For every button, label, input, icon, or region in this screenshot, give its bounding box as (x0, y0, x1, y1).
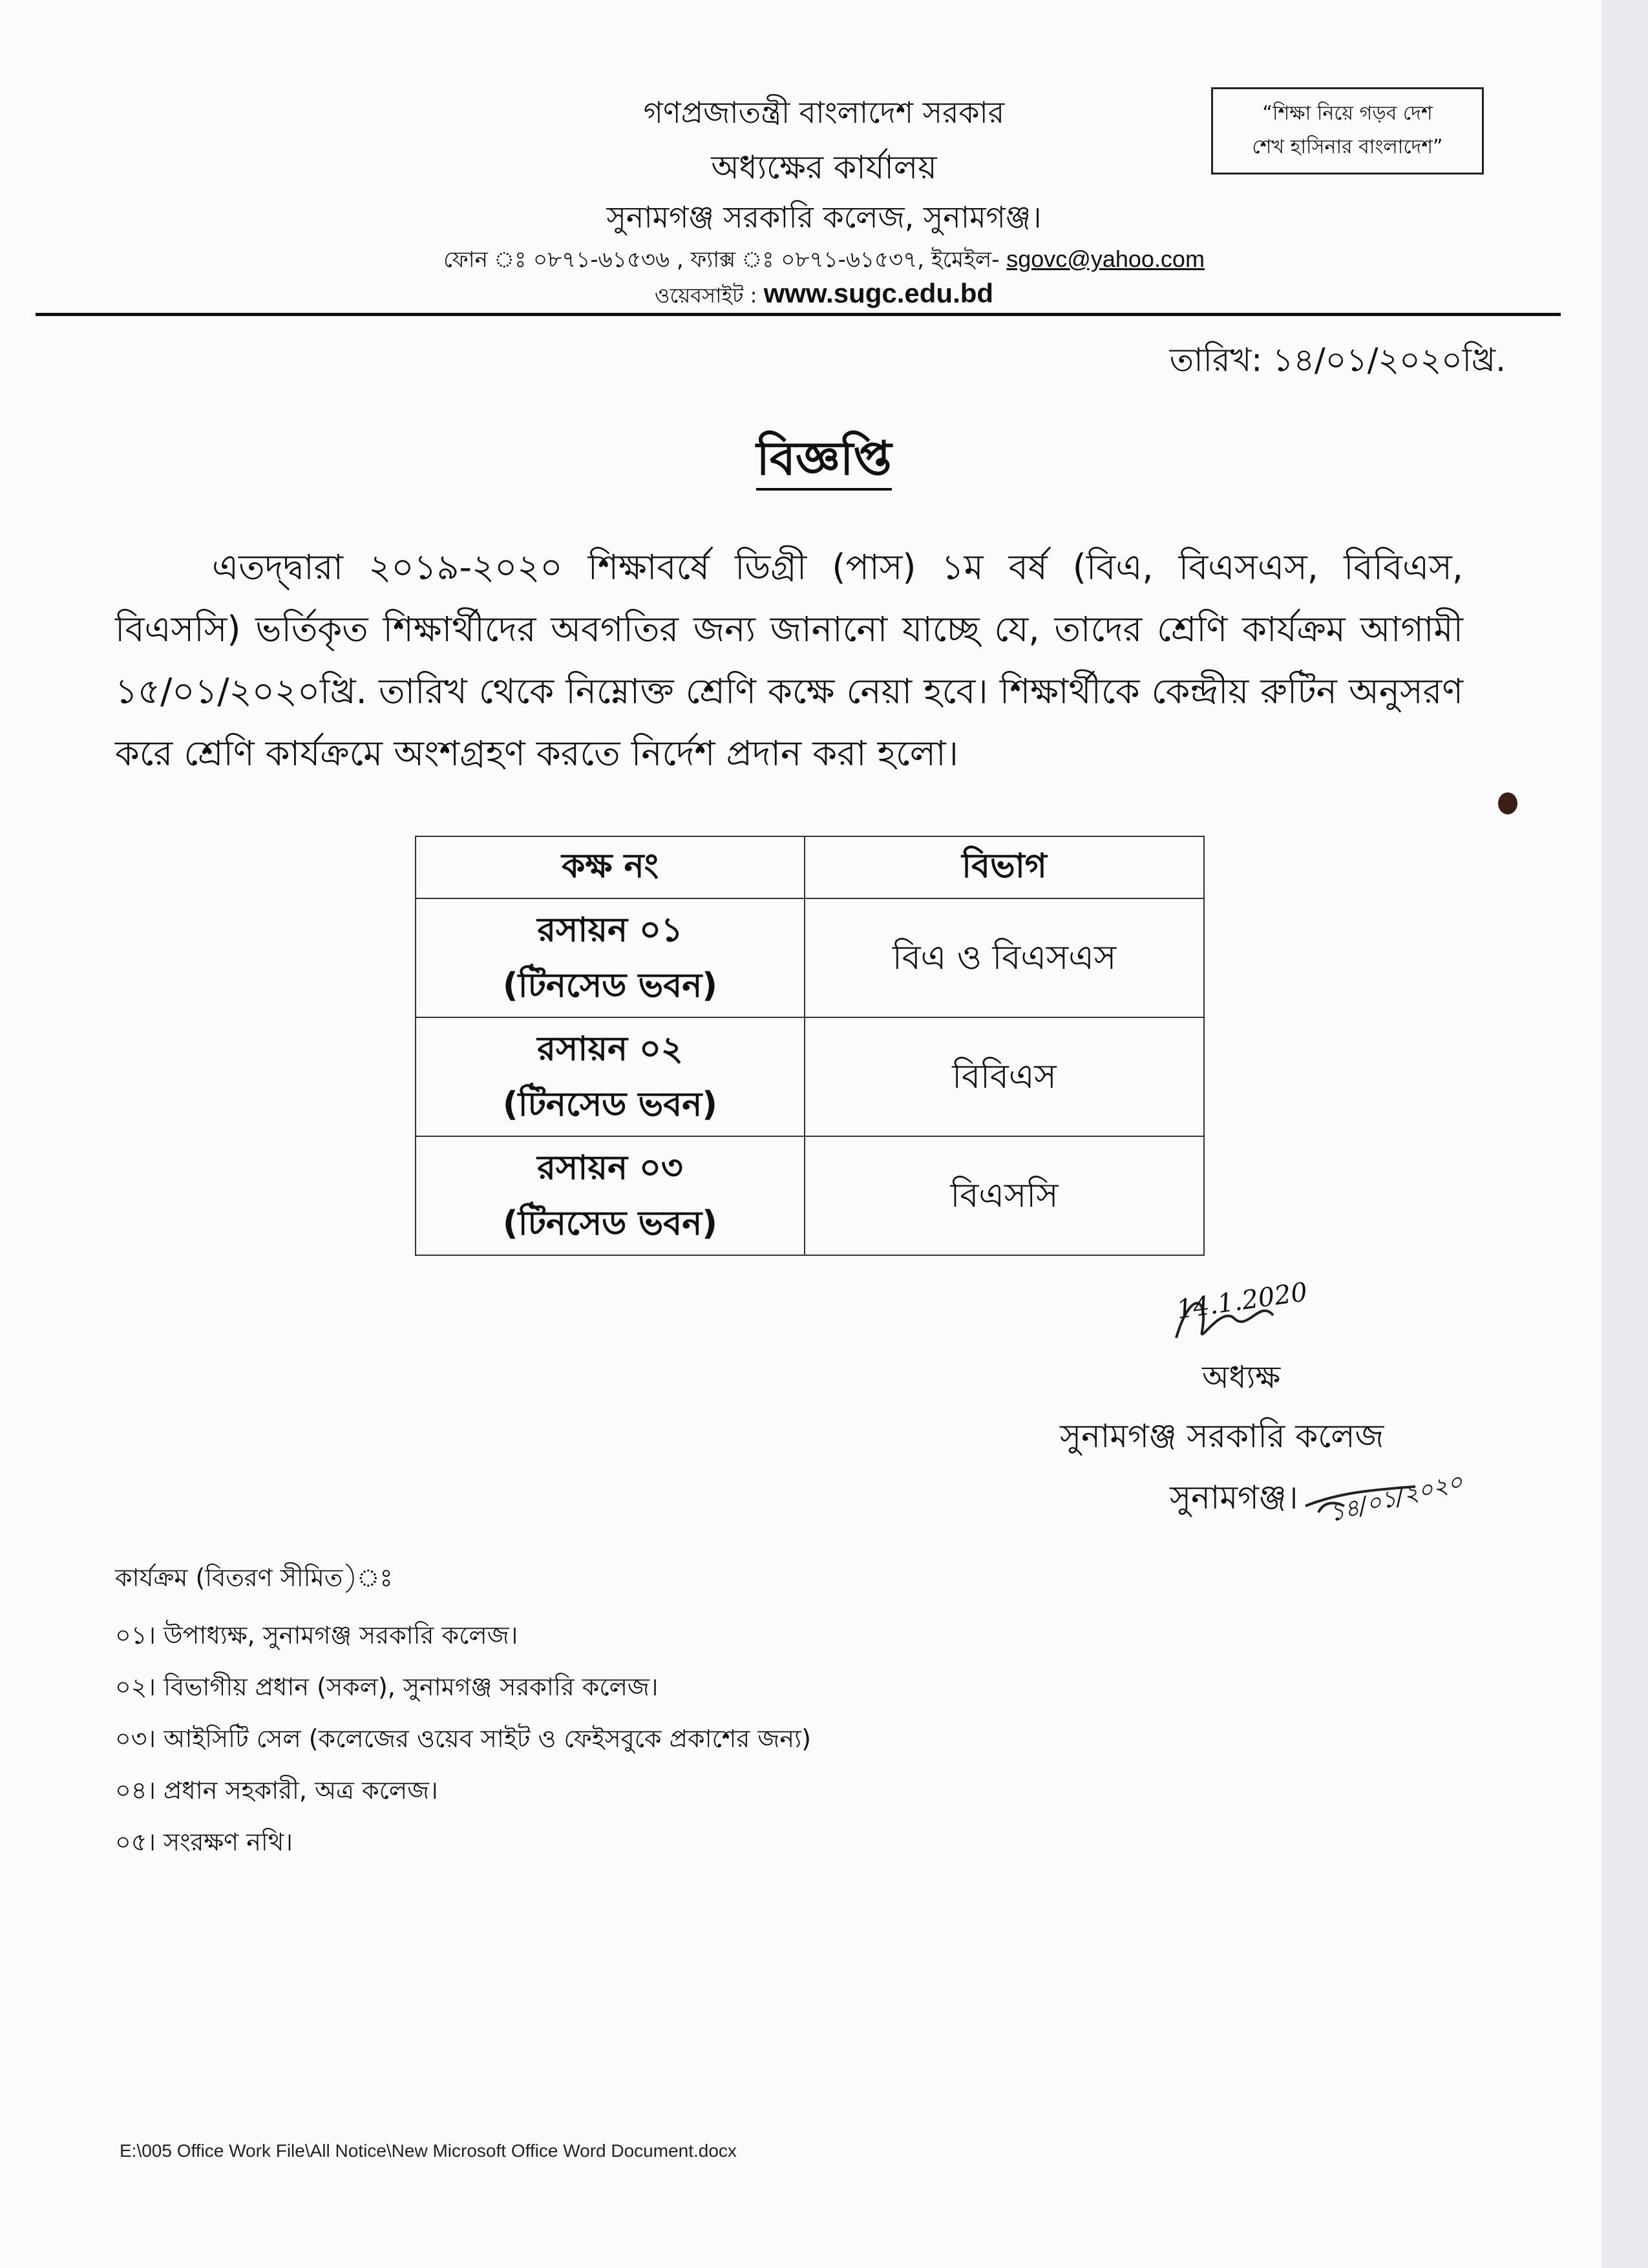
department-cell: বিবিএস (805, 1017, 1204, 1136)
signature-date: 14.1.2020 (1174, 1277, 1309, 1325)
room-cell (416, 898, 805, 1017)
file-path-footer: E:\005 Office Work File\All Notice\New Microsoft Office Word Document.docx (120, 2141, 737, 2161)
list-item: ০৪। প্রধান সহকারী, অত্র কলেজ। (115, 1776, 438, 1805)
header-office: অধ্যক্ষের কার্যালয় (711, 149, 937, 186)
header-website (0, 278, 1648, 314)
list-item: ০২। বিভাগীয় প্রধান (সকল), সুনামগঞ্জ সরকারি কলেজ। (115, 1673, 659, 1701)
signatory-title: অধ্যক্ষ (1202, 1359, 1281, 1395)
department-cell: বিএ ও বিএসএস (805, 898, 1204, 1017)
list-item: ০৫। সংরক্ষণ নথি। (115, 1828, 293, 1856)
slogan-box (1211, 87, 1484, 175)
room-cell (416, 1136, 805, 1255)
table-row (416, 1017, 1204, 1136)
contact-phone-fax: ফোন ঃ ০৮৭১-৬১৫৩৬ , ফ্যাক্স ঃ ০৮৭১-৬১৫৩৭, ইমেইল- (443, 247, 1007, 273)
slogan-line-1: “শিক্ষা নিয়ে গড়ব দেশ (1262, 102, 1433, 125)
initial-signature-date: ১৪/০১/২০২০ (1326, 1468, 1466, 1528)
room-building: (টিনসেড ভবন) (502, 1085, 718, 1124)
room-name: রসায়ন ০২ (537, 1030, 683, 1068)
distribution-heading: কার্যক্রম (বিতরণ সীমিত)ঃ (115, 1563, 393, 1592)
header-divider (36, 313, 1561, 316)
distribution-list (115, 1609, 811, 1868)
department-cell: বিএসসি (805, 1136, 1204, 1255)
column-header-department: বিভাগ (805, 836, 1204, 898)
website-link[interactable]: www.sugc.edu.bd (763, 278, 994, 308)
notice-title (0, 423, 1648, 501)
room-name: রসায়ন ০৩ (537, 1149, 683, 1187)
table-header-row (416, 836, 1204, 898)
list-item: ০১। উপাধ্যক্ষ, সুনামগঞ্জ সরকারি কলেজ। (115, 1621, 518, 1649)
header-contact (0, 243, 1648, 280)
signatory-college: সুনামগঞ্জ সরকারি কলেজ (1060, 1417, 1384, 1455)
website-label: ওয়েবসাইট : (654, 283, 764, 308)
notice-body: এতদ্দ্বারা ২০১৯-২০২০ শিক্ষাবর্ষে ডিগ্রী (পাস) ১ম বর্ষ (বিএ, বিএসএস, বিবিএস, বিএসসি) ভর্তিকৃত শিক্ষার্থীদের অবগতির জন্য জানানো যাচ্ছে যে, তাদের শ্রেণি কার্যক্রম আগামী ১৫/০১/২০২০খ্রি. তারিখ থেকে নিম্নোক্ত শ্রেণি কক্ষে নেয়া হবে। শিক্ষার্থীকে কেন্দ্রীয় রুটিন অনুসরণ করে শ্রেণি কার্যক্রমে অংশগ্রহণ করতে নির্দেশ প্রদান করা হলো। (115, 547, 1463, 774)
room-building: (টিনসেড ভবন) (502, 1204, 718, 1243)
room-building: (টিনসেড ভবন) (502, 966, 718, 1005)
room-name: রসায়ন ০১ (537, 911, 683, 949)
notice-date: তারিখ: ১৪/০১/২০২০খ্রি. (1169, 341, 1506, 379)
column-header-room: কক্ষ নং (416, 836, 805, 898)
header-college: সুনামগঞ্জ সরকারি কলেজ, সুনামগঞ্জ। (606, 200, 1042, 235)
signatory-place: সুনামগঞ্জ। (1170, 1479, 1298, 1516)
slogan-line-2: শেখ হাসিনার বাংলাদেশ” (1252, 136, 1443, 158)
table-row (416, 1136, 1204, 1255)
header-government: গণপ্রজাতন্ত্রী বাংলাদেশ সরকার (643, 95, 1005, 130)
classroom-table (415, 836, 1205, 1256)
room-cell (416, 1017, 805, 1136)
list-item: ০৩। আইসিটি সেল (কলেজের ওয়েব সাইট ও ফেইসবুকে প্রকাশের জন্য) (115, 1724, 811, 1753)
notice-title-text: বিজ্ঞপ্তি (756, 431, 891, 491)
ink-spot (1498, 792, 1517, 814)
scan-edge (1601, 0, 1648, 2268)
email-link[interactable]: sgovc@yahoo.com (1006, 246, 1205, 272)
table-row (416, 898, 1204, 1017)
